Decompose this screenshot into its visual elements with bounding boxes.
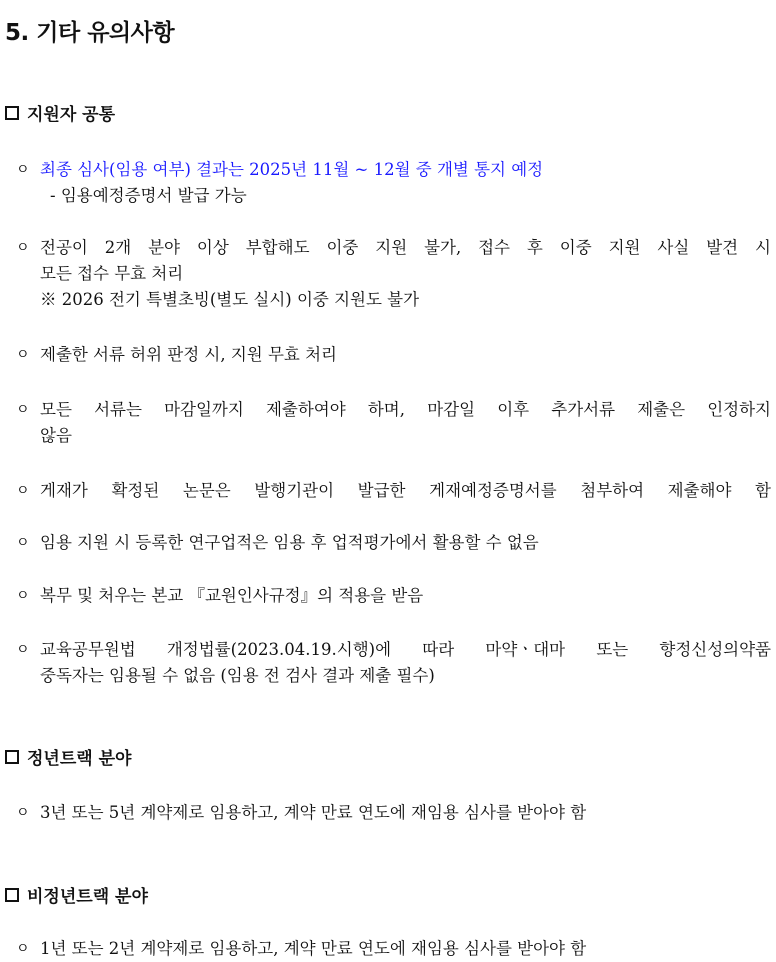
bullet-icon: ㅇ (16, 642, 30, 658)
bullet-icon: ㅇ (16, 347, 30, 363)
section-heading-label: 정년트랙 분야 (27, 749, 132, 769)
checkbox-square-icon (5, 750, 19, 764)
list-item (16, 637, 771, 689)
bullet-icon: ㅇ (16, 162, 30, 178)
bullet-icon: ㅇ (16, 535, 30, 551)
section-heading-nontenure (5, 882, 148, 907)
bullet-icon: ㅇ (16, 588, 30, 604)
item-text: 3년 또는 5년 계약제로 임용하고, 계약 만료 연도에 재임용 심사를 받아야 함 (40, 803, 587, 822)
list-item (16, 478, 771, 504)
checkbox-square-icon (5, 888, 19, 902)
bullet-icon: ㅇ (16, 805, 30, 821)
page-title: 5. 기타 유의사항 (5, 20, 175, 46)
item-text-continued: 않음 (40, 426, 72, 445)
item-text-continued: 중독자는 임용될 수 없음 (임용 전 검사 결과 제출 필수) (40, 666, 435, 685)
item-text: 전공이 2개 분야 이상 부합해도 이중 지원 불가, 접수 후 이중 지원 사실 발견 시 (40, 238, 771, 257)
item-text: 1년 또는 2년 계약제로 임용하고, 계약 만료 연도에 재임용 심사를 받아야 함 (40, 939, 587, 958)
bullet-icon: ㅇ (16, 240, 30, 256)
bullet-icon: ㅇ (16, 483, 30, 499)
item-text: 임용 지원 시 등록한 연구업적은 임용 후 업적평가에서 활용할 수 없음 (40, 533, 539, 552)
bullet-icon: ㅇ (16, 402, 30, 418)
list-item (16, 936, 771, 962)
item-text: 게재가 확정된 논문은 발행기관이 발급한 게재예정증명서를 첨부하여 제출해야 함 (40, 481, 771, 500)
list-item (16, 342, 771, 368)
item-text: 최종 심사(임용 여부) 결과는 2025년 11월 ~ 12월 중 개별 통지 예정 (40, 160, 544, 179)
item-text: 복무 및 처우는 본교 『교원인사규정』의 적용을 받음 (40, 586, 424, 605)
checkbox-square-icon (5, 106, 19, 120)
item-text: 모든 서류는 마감일까지 제출하여야 하며, 마감일 이후 추가서류 제출은 인정하지 (40, 400, 771, 419)
list-item (16, 530, 771, 556)
section-heading-label: 지원자 공통 (27, 105, 116, 125)
item-text: 교육공무원법 개정법률(2023.04.19.시행)에 따라 마약ㆍ대마 또는 향정신성의약품 (40, 640, 771, 659)
list-item (16, 157, 771, 209)
item-note: ※ 2026 전기 특별초빙(별도 실시) 이중 지원도 불가 (40, 290, 420, 309)
list-item (16, 583, 771, 609)
item-subtext: - 임용예정증명서 발급 가능 (50, 186, 247, 205)
item-text: 제출한 서류 허위 판정 시, 지원 무효 처리 (40, 345, 337, 364)
list-item (16, 235, 771, 313)
bullet-icon: ㅇ (16, 941, 30, 957)
list-item (16, 800, 771, 826)
list-item (16, 397, 771, 449)
section-heading-common (5, 100, 115, 125)
section-heading-label: 비정년트랙 분야 (27, 887, 148, 907)
item-text-continued: 모든 접수 무효 처리 (40, 264, 184, 283)
section-heading-tenure (5, 744, 131, 769)
